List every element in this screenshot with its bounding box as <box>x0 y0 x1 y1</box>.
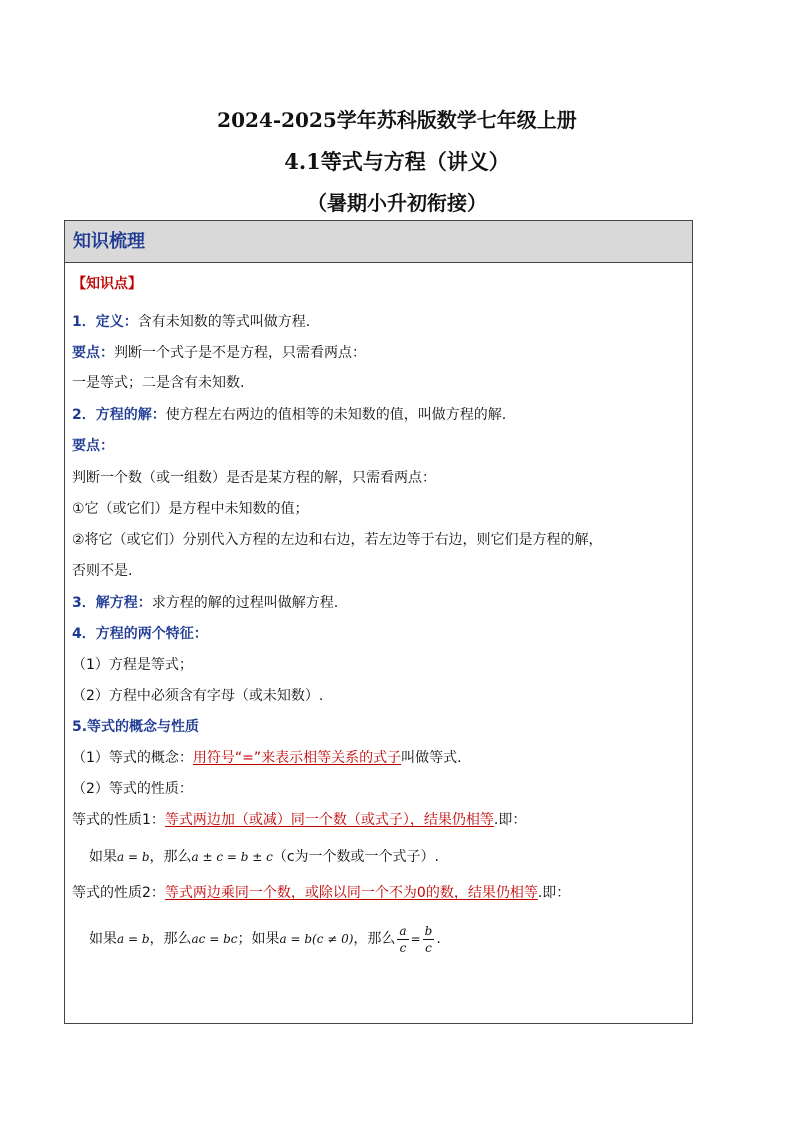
property-1-example <box>89 847 439 867</box>
fraction-right-denominator: c <box>425 940 432 955</box>
property-2-underlined: 等式两边乘同一个数，或除以同一个不为0的数，结果仍相等 <box>164 885 538 901</box>
property-1-example-then: ，那么 <box>149 849 192 865</box>
property-1-formula-1: a = b <box>117 850 150 864</box>
equation-concept-pre: （1）等式的概念： <box>72 750 193 766</box>
property-1-underlined: 等式两边加（或减）同一个数（或式子），结果仍相等 <box>164 812 494 828</box>
equation-concept <box>72 748 462 768</box>
equation-properties-heading: （2）等式的性质： <box>72 781 193 797</box>
fraction-left <box>397 923 408 956</box>
property-1-example-if: 如果 <box>89 849 117 865</box>
key-point-1-detail: 一是等式；二是含有未知数. <box>72 375 245 391</box>
definition-4-label: 4．方程的两个特征： <box>72 626 208 642</box>
property-2-example-end: . <box>436 931 441 947</box>
key-point-2-item-1: ①它（或它们）是方程中未知数的值； <box>72 501 309 517</box>
fraction-equals: = <box>410 932 421 946</box>
property-2-formula-2: ac = bc <box>191 932 238 946</box>
property-1-example-note: （c为一个数或一个式子）. <box>272 849 440 865</box>
property-1 <box>72 810 526 830</box>
key-point-2-item-2-cont: 否则不是. <box>72 563 133 579</box>
property-2 <box>72 883 570 903</box>
key-point-2-label-text: 要点： <box>72 438 114 454</box>
key-point-1-label: 要点： <box>72 345 114 361</box>
property-2-label: 等式的性质2： <box>72 885 165 901</box>
document-note: （暑期小升初衔接） <box>307 191 487 215</box>
knowledge-tag-text: 【知识点】 <box>72 276 142 292</box>
key-point-2-intro: 判断一个数（或一组数）是否是某方程的解，只需看两点： <box>72 470 436 486</box>
document-subtitle: 4.1等式与方程（讲义） <box>284 149 510 174</box>
definition-4-item-1: （1）方程是等式； <box>72 657 193 673</box>
key-point-2-item-2: ②将它（或它们）分别代入方程的左边和右边，若左边等于右边，则它们是方程的解， <box>72 532 603 548</box>
definition-4 <box>72 624 208 644</box>
definition-1 <box>72 312 310 332</box>
property-1-label: 等式的性质1： <box>72 812 165 828</box>
definition-5 <box>72 717 199 737</box>
definition-4-item-2: （2）方程中必须含有字母（或未知数）. <box>72 688 324 704</box>
property-2-example-if-2: ；如果 <box>237 931 280 947</box>
equation-concept-underlined: 用符号“=”来表示相等关系的式子 <box>192 750 402 766</box>
fraction-left-numerator: a <box>399 923 407 938</box>
definition-3-text: 求方程的解的过程叫做解方程. <box>151 595 339 611</box>
key-point-1 <box>72 343 366 363</box>
definition-1-label: 1．定义： <box>72 314 138 330</box>
equation-concept-post: 叫做等式. <box>401 750 462 766</box>
property-2-example-then: ，那么 <box>149 931 192 947</box>
section-header: 知识梳理 <box>65 221 692 263</box>
property-2-example <box>89 921 441 957</box>
property-2-example-then-2: ，那么 <box>353 931 396 947</box>
definition-1-text: 含有未知数的等式叫做方程. <box>137 314 311 330</box>
definition-3-label: 3．解方程： <box>72 595 152 611</box>
definition-2 <box>72 405 506 425</box>
property-1-formula-2: a ± c = b ± c <box>191 850 273 864</box>
fraction-left-denominator: c <box>399 940 407 955</box>
fraction-right <box>423 923 435 956</box>
definition-5-label: 5.等式的概念与性质 <box>72 719 200 735</box>
definition-2-text: 使方程左右两边的值相等的未知数的值，叫做方程的解. <box>165 407 507 423</box>
key-point-2-label <box>72 436 114 456</box>
definition-2-label: 2．方程的解： <box>72 407 166 423</box>
property-2-example-if: 如果 <box>89 931 117 947</box>
property-2-formula-1: a = b <box>117 932 150 946</box>
document-title: 2024-2025学年苏科版数学七年级上册 <box>217 108 577 132</box>
property-1-post: .即： <box>493 812 527 828</box>
knowledge-box <box>64 220 693 1024</box>
key-point-1-text: 判断一个式子是不是方程，只需看两点： <box>114 345 366 361</box>
fraction-right-numerator: b <box>424 923 433 938</box>
definition-3 <box>72 593 338 613</box>
knowledge-tag <box>72 274 142 294</box>
property-2-post: .即： <box>537 885 571 901</box>
property-2-formula-3: a = b(c ≠ 0) <box>279 932 354 946</box>
